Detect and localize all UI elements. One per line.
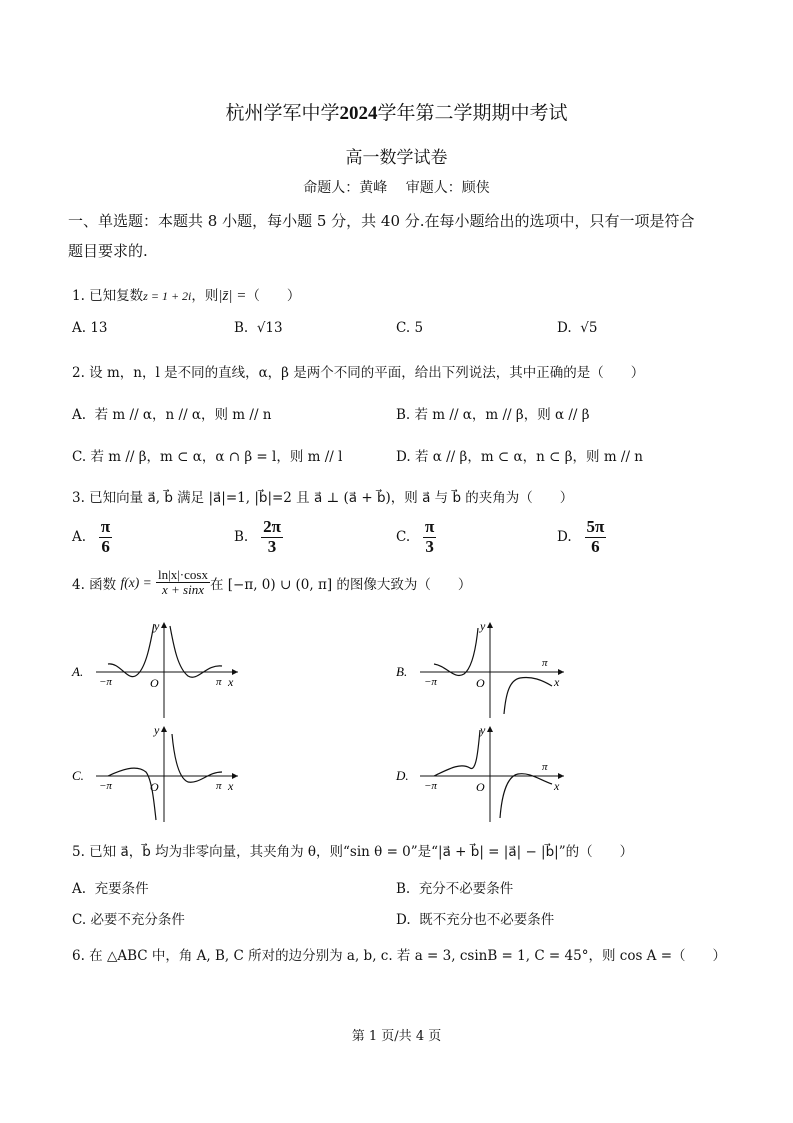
svg-text:−π: −π bbox=[99, 780, 112, 792]
q5-option-a: A. 充要条件 bbox=[72, 881, 149, 897]
page-footer: 第 1 页/共 4 页 bbox=[351, 1029, 442, 1044]
svg-text:O: O bbox=[476, 676, 485, 690]
svg-text:A.: A. bbox=[72, 664, 84, 679]
svg-text:y: y bbox=[154, 619, 160, 633]
svg-text:x: x bbox=[554, 779, 560, 793]
svg-text:y: y bbox=[480, 723, 486, 737]
q4-graph-c bbox=[66, 722, 246, 827]
svg-text:O: O bbox=[476, 780, 485, 794]
exam-title bbox=[0, 98, 793, 125]
exam-subtitle: 高一数学试卷 bbox=[345, 148, 448, 168]
q1-expression: z = 1 + 2i bbox=[143, 289, 192, 303]
question-2: 2. 设 m，n，l 是不同的直线，α，β 是两个不同的平面，给出下列说法，其中正确的是（ ） bbox=[72, 365, 645, 381]
svg-text:−π: −π bbox=[424, 676, 437, 688]
q5-option-c: C. 必要不充分条件 bbox=[72, 912, 185, 928]
q1-paren: （ ） bbox=[246, 288, 301, 304]
question-4: 4. 函数 f(x) = $\frac{\ln|x|\cdot\cos x}{x + \sin x}$ 在 [−π, 0) ∪ (0, π] 的图像大致为（ ） bbox=[72, 567, 472, 598]
svg-text:π: π bbox=[542, 761, 548, 773]
q1-option-c: C. 5 bbox=[396, 320, 424, 336]
svg-text:π: π bbox=[216, 676, 222, 688]
svg-text:O: O bbox=[150, 780, 159, 794]
q1-option-b: B. √13 bbox=[234, 320, 283, 336]
question-3: 3. 已知向量 a⃗, b⃗ 满足 |a⃗|=1, |b⃗|=2 且 a⃗ ⊥ (a⃗ + b⃗)，则 a⃗ 与 b⃗ 的夹角为（ ） bbox=[72, 490, 574, 506]
section-heading-line1: 一、单选题：本题共 8 小题，每小题 5 分，共 40 分.在每小题给出的选项中，只有一项是符合 bbox=[68, 212, 695, 230]
q5-option-b: B. 充分不必要条件 bbox=[396, 881, 514, 897]
q4-graph-d bbox=[392, 722, 572, 827]
q2-option-d: D. 若 α // β，m ⊂ α，n ⊂ β，则 m // n bbox=[396, 449, 644, 465]
svg-text:y: y bbox=[154, 723, 160, 737]
svg-text:D.: D. bbox=[396, 768, 409, 783]
q4-numerator: ln|x|·cosx bbox=[157, 567, 208, 582]
question-6: 6. 在 △ABC 中，角 A, B, C 所对的边分别为 a, b, c. 若 a = 3, csinB = 1, C = 45°，则 cos A =（ ） bbox=[72, 948, 727, 964]
title-school: 杭州学军中学 bbox=[225, 102, 340, 124]
q1-mid: ，则 bbox=[191, 288, 219, 304]
title-term: 学年第二学期期中考试 bbox=[377, 102, 568, 124]
svg-text:x: x bbox=[228, 675, 234, 689]
question-1 bbox=[72, 284, 300, 305]
svg-text:O: O bbox=[150, 676, 159, 690]
svg-text:x: x bbox=[554, 675, 560, 689]
q4-denominator: x + sinx bbox=[161, 582, 204, 598]
q2-option-a: A. 若 m // α，n // α，则 m // n bbox=[72, 407, 272, 423]
q4-graph-a bbox=[66, 618, 246, 723]
q3-option-b: B. $\frac{2\pi}{3}$ bbox=[234, 517, 281, 556]
title-year: 2024 bbox=[339, 103, 378, 124]
svg-text:−π: −π bbox=[99, 676, 112, 688]
svg-text:C.: C. bbox=[72, 768, 84, 783]
q3-option-d: D. $\frac{5\pi}{6}$ bbox=[557, 517, 605, 556]
svg-text:−π: −π bbox=[424, 780, 437, 792]
q3-option-c: C. $\frac{\pi}{3}$ bbox=[396, 517, 435, 556]
q1-prefix: 1. 已知复数 bbox=[72, 288, 144, 304]
q5-option-d: D. 既不充分也不必要条件 bbox=[396, 912, 555, 928]
q1-ask: |z̄| = bbox=[218, 288, 247, 304]
question-5: 5. 已知 a⃗，b⃗ 均为非零向量，其夹角为 θ，则“sin θ = 0”是“|a⃗ + b⃗| = |a⃗| − |b⃗|”的（ ） bbox=[72, 844, 634, 860]
q3-option-a: A. $\frac{\pi}{6}$ bbox=[72, 517, 111, 556]
svg-text:x: x bbox=[228, 779, 234, 793]
svg-text:π: π bbox=[216, 780, 222, 792]
section-heading-line2: 题目要求的. bbox=[68, 242, 148, 260]
q1-option-a: A. 13 bbox=[72, 320, 108, 336]
svg-text:π: π bbox=[542, 657, 548, 669]
exam-authors: 命题人：黄峰 审题人：顾侠 bbox=[303, 180, 490, 196]
svg-text:B.: B. bbox=[396, 664, 408, 679]
svg-text:y: y bbox=[480, 619, 486, 633]
q4-graph-b bbox=[392, 618, 572, 723]
q1-option-d: D. √5 bbox=[557, 320, 598, 336]
q2-option-c: C. 若 m // β，m ⊂ α，α ∩ β = l，则 m // l bbox=[72, 449, 343, 465]
q2-option-b: B. 若 m // α，m // β，则 α // β bbox=[396, 407, 590, 423]
